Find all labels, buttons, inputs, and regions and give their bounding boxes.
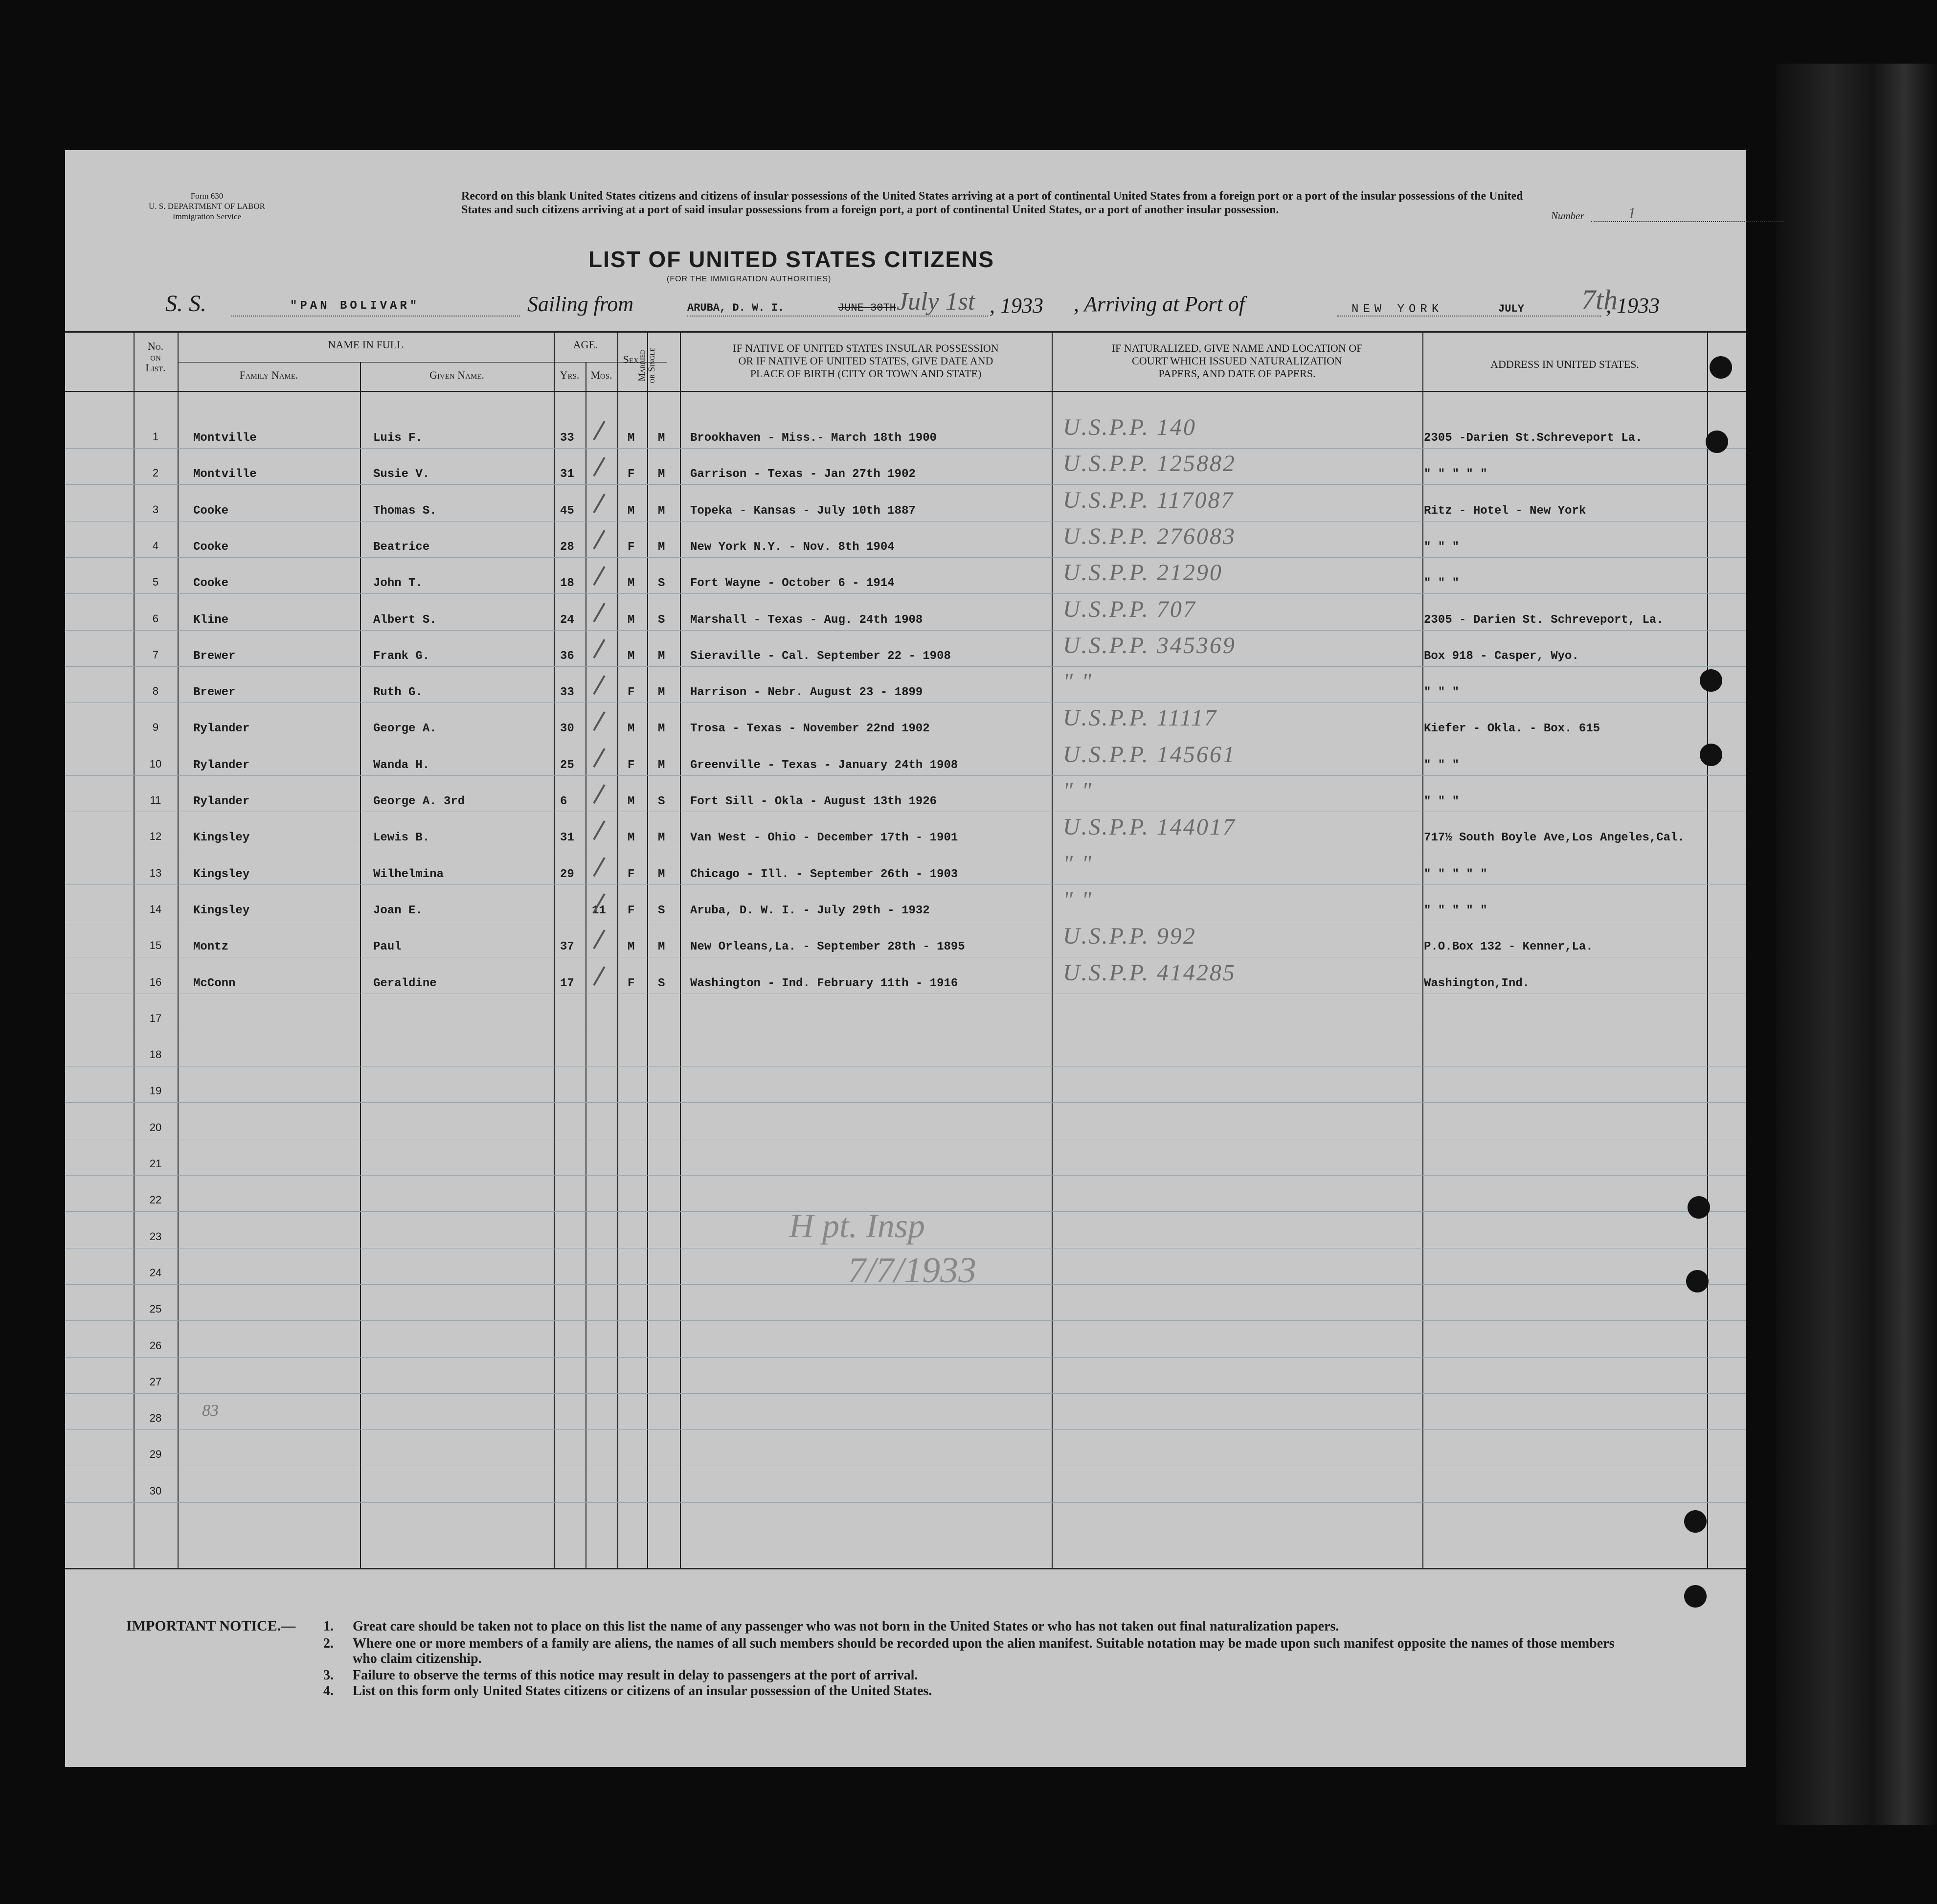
us-address: P.O.Box 132 - Kenner,La. bbox=[1424, 940, 1593, 954]
row-number: 29 bbox=[149, 1448, 162, 1461]
notice-number: 2. bbox=[323, 1636, 334, 1651]
passenger-rows bbox=[65, 150, 1746, 1767]
department-name: U. S. DEPARTMENT OF LABOR bbox=[149, 202, 265, 211]
family-name: Kline bbox=[193, 613, 229, 627]
header-name-in-full: NAME IN FULL bbox=[328, 339, 404, 351]
header-birth: IF NATIVE OF UNITED STATES INSULAR POSSESSION OR IF NATIVE OF UNITED STATES, GIVE DATE AND PLACE OF BIRTH (CITY OR TOWN AND STATE) bbox=[733, 342, 999, 380]
row-number: 4 bbox=[152, 539, 159, 552]
given-name: Wanda H. bbox=[373, 758, 430, 772]
age-years: 24 bbox=[560, 613, 574, 627]
marital-status: M bbox=[658, 722, 665, 736]
check-mark-icon bbox=[593, 711, 605, 731]
scan-dark-edge bbox=[1776, 64, 1937, 1825]
punch-hole bbox=[1688, 1196, 1710, 1219]
family-name: Montz bbox=[193, 940, 229, 954]
given-name: George A. bbox=[373, 722, 437, 736]
ship-name: "PAN BOLIVAR" bbox=[290, 299, 420, 313]
naturalization-papers: U.S.P.P. 117087 bbox=[1063, 487, 1235, 513]
family-name: Kingsley bbox=[193, 904, 250, 917]
sex: F bbox=[628, 904, 635, 917]
us-address: " " " bbox=[1424, 540, 1460, 554]
row-number: 9 bbox=[152, 721, 159, 734]
birth-place-date: Washington - Ind. February 11th - 1916 bbox=[690, 976, 958, 990]
page-subtitle: (FOR THE IMMIGRATION AUTHORITIES) bbox=[667, 275, 832, 283]
naturalization-papers: U.S.P.P. 345369 bbox=[1063, 632, 1236, 658]
given-name: Paul bbox=[373, 940, 402, 954]
sex: M bbox=[628, 831, 635, 845]
notice-number: 4. bbox=[323, 1683, 334, 1699]
row-number: 20 bbox=[149, 1121, 162, 1133]
naturalization-papers: U.S.P.P. 414285 bbox=[1063, 959, 1236, 986]
row-number: 16 bbox=[149, 975, 162, 988]
naturalization-papers: " " bbox=[1063, 850, 1093, 877]
us-address: " " " bbox=[1424, 758, 1460, 772]
given-name: Susie V. bbox=[373, 468, 430, 481]
sex: M bbox=[628, 613, 635, 627]
sex: F bbox=[628, 976, 635, 990]
check-mark-icon bbox=[593, 457, 605, 476]
sailing-port: ARUBA, D. W. I. bbox=[687, 302, 785, 314]
form-instructions: Record on this blank United States citizens and citizens of insular possessions of the United States arriving at a port of continental United States from a foreign port or a port of the insular possessions of the United States and such citizens arriving at a port of said insular possessions from a foreign port, a port of continental United States, or a port of another insular possession. bbox=[461, 190, 1523, 216]
sex: F bbox=[628, 867, 635, 881]
given-name: Ruth G. bbox=[373, 686, 423, 700]
family-name: Kingsley bbox=[193, 867, 250, 881]
given-name: George A. 3rd bbox=[373, 795, 465, 808]
punch-hole bbox=[1700, 669, 1722, 692]
age-years: 25 bbox=[560, 758, 574, 772]
given-name: Joan E. bbox=[373, 904, 423, 917]
given-name: Frank G. bbox=[373, 649, 430, 663]
inspector-signature: H pt. Insp bbox=[789, 1207, 925, 1245]
header-age: AGE. bbox=[573, 339, 598, 351]
check-mark-icon bbox=[593, 421, 605, 440]
handwritten-arrival-day: 7th bbox=[1581, 284, 1618, 316]
age-years: 33 bbox=[560, 686, 574, 700]
us-address: " " " " " bbox=[1424, 904, 1487, 917]
birth-place-date: Chicago - Ill. - September 26th - 1903 bbox=[690, 867, 958, 881]
row-number: 11 bbox=[150, 794, 161, 806]
us-address: Box 918 - Casper, Wyo. bbox=[1424, 649, 1579, 663]
sex: M bbox=[628, 940, 635, 954]
row-number: 24 bbox=[149, 1266, 162, 1279]
marital-status: S bbox=[658, 577, 665, 590]
marital-status: S bbox=[658, 795, 665, 808]
family-name: Brewer bbox=[193, 686, 236, 700]
family-name: Kingsley bbox=[193, 831, 250, 845]
us-address: " " " bbox=[1424, 577, 1460, 590]
row-number: 3 bbox=[152, 503, 159, 516]
marital-status: M bbox=[658, 649, 665, 663]
punch-hole bbox=[1700, 744, 1722, 766]
age-years: 17 bbox=[560, 976, 574, 990]
check-mark-icon bbox=[593, 820, 605, 840]
punch-hole bbox=[1710, 356, 1732, 379]
given-name: Geraldine bbox=[373, 976, 437, 990]
family-name: Montville bbox=[193, 468, 257, 481]
us-address: " " " bbox=[1424, 686, 1460, 700]
struck-date: JUNE 30TH bbox=[838, 302, 896, 314]
birth-place-date: Van West - Ohio - December 17th - 1901 bbox=[690, 831, 958, 845]
row-number: 28 bbox=[149, 1412, 162, 1425]
naturalization-papers: U.S.P.P. 144017 bbox=[1063, 814, 1236, 840]
number-label: Number bbox=[1551, 210, 1584, 222]
check-mark-icon bbox=[593, 966, 605, 985]
naturalization-papers: U.S.P.P. 11117 bbox=[1063, 705, 1218, 731]
birth-place-date: Topeka - Kansas - July 10th 1887 bbox=[690, 504, 916, 518]
family-name: Cooke bbox=[193, 504, 229, 518]
sex: M bbox=[628, 577, 635, 590]
naturalization-papers: U.S.P.P. 21290 bbox=[1063, 560, 1223, 586]
given-name: Luis F. bbox=[373, 431, 423, 445]
row-number: 2 bbox=[152, 467, 159, 479]
notice-text: Where one or more members of a family are aliens, the names of all such members should be recorded upon the alien manifest. Suitable notation may be made upon such manifest opposite the names of those members who claim citizenship. bbox=[353, 1636, 1615, 1666]
page-title: LIST OF UNITED STATES CITIZENS bbox=[588, 247, 995, 272]
arrival-port: NEW YORK bbox=[1351, 303, 1443, 316]
row-number: 27 bbox=[149, 1375, 162, 1388]
birth-place-date: Fort Wayne - October 6 - 1914 bbox=[690, 577, 895, 590]
check-mark-icon bbox=[593, 857, 605, 877]
check-mark-icon bbox=[593, 566, 605, 586]
age-years: 29 bbox=[560, 867, 574, 881]
row-number: 13 bbox=[149, 866, 162, 879]
age-years: 31 bbox=[560, 831, 574, 845]
birth-place-date: Fort Sill - Okla - August 13th 1926 bbox=[690, 795, 937, 808]
marital-status: S bbox=[658, 904, 665, 917]
notice-text: List on this form only United States citizens or citizens of an insular possession of the United States. bbox=[353, 1683, 932, 1699]
row-number: 19 bbox=[149, 1085, 162, 1097]
naturalization-papers: " " bbox=[1063, 886, 1093, 913]
ss-label: S. S. bbox=[165, 291, 206, 317]
sail-year: , 1933 bbox=[990, 294, 1043, 317]
row-number: 15 bbox=[149, 939, 162, 952]
birth-place-date: New Orleans,La. - September 28th - 1895 bbox=[690, 940, 965, 954]
header-sex: Sex. bbox=[623, 353, 642, 365]
row-number: 21 bbox=[149, 1157, 162, 1170]
notice-text: Failure to observe the terms of this notice may result in delay to passengers at the port of arrival. bbox=[353, 1668, 918, 1683]
row-number: 18 bbox=[149, 1048, 162, 1061]
birth-place-date: Garrison - Texas - Jan 27th 1902 bbox=[690, 468, 916, 481]
check-mark-icon bbox=[593, 602, 605, 622]
punch-hole bbox=[1684, 1585, 1707, 1608]
birth-place-date: Brookhaven - Miss.- March 18th 1900 bbox=[690, 431, 937, 445]
number-value: 1 bbox=[1628, 204, 1636, 222]
row-number: 6 bbox=[152, 612, 159, 625]
punch-hole bbox=[1706, 431, 1728, 453]
us-address: 2305 -Darien St.Schreveport La. bbox=[1424, 431, 1643, 445]
row-number: 23 bbox=[149, 1230, 162, 1243]
row-number: 1 bbox=[152, 431, 159, 443]
header-address: ADDRESS IN UNITED STATES. bbox=[1490, 358, 1639, 370]
marital-status: S bbox=[658, 613, 665, 627]
given-name: John T. bbox=[373, 577, 423, 590]
naturalization-papers: U.S.P.P. 125882 bbox=[1063, 451, 1236, 477]
arrival-month: JULY bbox=[1498, 303, 1524, 315]
naturalization-papers: U.S.P.P. 276083 bbox=[1063, 523, 1236, 549]
header-given-name: Given Name. bbox=[429, 369, 484, 381]
handwritten-sail-date: July 1st bbox=[897, 288, 975, 316]
marital-status: M bbox=[658, 758, 665, 772]
us-address: Washington,Ind. bbox=[1424, 976, 1530, 990]
naturalization-papers: " " bbox=[1063, 669, 1093, 695]
arriving-label: , Arriving at Port of bbox=[1074, 292, 1245, 316]
arrival-year: , 1933 bbox=[1606, 294, 1660, 317]
form-number: Form 630 bbox=[190, 191, 224, 201]
header-yrs: Yrs. bbox=[560, 369, 580, 381]
sex: M bbox=[628, 722, 635, 736]
margin-note: 83 bbox=[202, 1402, 219, 1420]
birth-place-date: Trosa - Texas - November 22nd 1902 bbox=[690, 722, 930, 736]
given-name: Lewis B. bbox=[373, 831, 430, 845]
naturalization-papers: U.S.P.P. 707 bbox=[1063, 596, 1196, 622]
age-years: 45 bbox=[560, 504, 574, 518]
service-name: Immigration Service bbox=[172, 212, 242, 221]
family-name: Brewer bbox=[193, 649, 236, 663]
row-number: 7 bbox=[152, 648, 159, 661]
punch-hole bbox=[1686, 1270, 1709, 1292]
punch-hole bbox=[1684, 1510, 1707, 1533]
age-months: 11 bbox=[592, 904, 606, 917]
age-years: 37 bbox=[560, 940, 574, 954]
naturalization-papers: U.S.P.P. 992 bbox=[1063, 923, 1196, 950]
us-address: 2305 - Darien St. Schreveport, La. bbox=[1424, 613, 1664, 627]
family-name: Montville bbox=[193, 431, 257, 445]
check-mark-icon bbox=[593, 494, 605, 513]
notice-title: IMPORTANT NOTICE.— bbox=[126, 1618, 296, 1634]
row-number: 25 bbox=[149, 1303, 162, 1315]
us-address: " " " bbox=[1424, 795, 1460, 808]
us-address: Kiefer - Okla. - Box. 615 bbox=[1424, 722, 1600, 736]
row-number: 5 bbox=[152, 576, 159, 589]
age-years: 28 bbox=[560, 540, 574, 554]
check-mark-icon bbox=[593, 748, 605, 768]
notice-number: 1. bbox=[323, 1619, 334, 1634]
inspection-date: 7/7/1933 bbox=[848, 1250, 977, 1291]
given-name: Wilhelmina bbox=[373, 867, 444, 881]
sailing-from-label: Sailing from bbox=[527, 292, 634, 316]
sex: F bbox=[628, 758, 635, 772]
sex: F bbox=[628, 540, 635, 554]
naturalization-papers: U.S.P.P. 140 bbox=[1063, 414, 1196, 440]
check-mark-icon bbox=[593, 784, 605, 804]
header-family-name: Family Name. bbox=[239, 369, 298, 381]
sex: M bbox=[628, 649, 635, 663]
row-number: 17 bbox=[149, 1012, 162, 1024]
family-name: Rylander bbox=[193, 758, 250, 772]
marital-status: M bbox=[658, 431, 665, 445]
family-name: Rylander bbox=[193, 722, 250, 736]
notice-number: 3. bbox=[323, 1668, 334, 1683]
family-name: McConn bbox=[193, 976, 236, 990]
notice-text: Great care should be taken not to place on this list the name of any passenger who was not born in the United States or who has not taken out final naturalization papers. bbox=[353, 1619, 1339, 1634]
marital-status: M bbox=[658, 940, 665, 954]
sex: M bbox=[628, 504, 635, 518]
birth-place-date: Marshall - Texas - Aug. 24th 1908 bbox=[690, 613, 923, 627]
age-years: 18 bbox=[560, 577, 574, 590]
birth-place-date: Harrison - Nebr. August 23 - 1899 bbox=[690, 686, 923, 700]
check-mark-icon bbox=[593, 639, 605, 658]
marital-status: M bbox=[658, 540, 665, 554]
sex: F bbox=[628, 468, 635, 481]
naturalization-papers: U.S.P.P. 145661 bbox=[1063, 741, 1236, 768]
row-number: 26 bbox=[149, 1339, 162, 1352]
row-number: 8 bbox=[152, 685, 159, 698]
row-number: 14 bbox=[149, 903, 162, 915]
given-name: Thomas S. bbox=[373, 504, 437, 518]
row-number: 12 bbox=[149, 830, 162, 843]
us-address: " " " " " bbox=[1424, 867, 1487, 881]
family-name: Rylander bbox=[193, 795, 250, 808]
age-years: 31 bbox=[560, 468, 574, 481]
marital-status: M bbox=[658, 468, 665, 481]
header-mos: Mos. bbox=[590, 369, 612, 381]
family-name: Cooke bbox=[193, 540, 229, 554]
sex: M bbox=[628, 431, 635, 445]
marital-status: M bbox=[658, 504, 665, 518]
sex: F bbox=[628, 686, 635, 700]
age-years: 36 bbox=[560, 649, 574, 663]
naturalization-papers: " " bbox=[1063, 778, 1093, 804]
birth-place-date: Greenville - Texas - January 24th 1908 bbox=[690, 758, 958, 772]
row-number: 22 bbox=[149, 1194, 162, 1206]
marital-status: M bbox=[658, 867, 665, 881]
age-years: 30 bbox=[560, 722, 574, 736]
us-address: " " " " " bbox=[1424, 468, 1487, 481]
header-naturalization: IF NATURALIZED, GIVE NAME AND LOCATION OF COURT WHICH ISSUED NATURALIZATION PAPERS, AND DATE OF PAPERS. bbox=[1111, 342, 1363, 380]
age-years: 33 bbox=[560, 431, 574, 445]
birth-place-date: Aruba, D. W. I. - July 29th - 1932 bbox=[690, 904, 930, 917]
age-years: 6 bbox=[560, 795, 567, 808]
family-name: Cooke bbox=[193, 577, 229, 590]
us-address: 717½ South Boyle Ave,Los Angeles,Cal. bbox=[1424, 831, 1685, 845]
marital-status: M bbox=[658, 686, 665, 700]
marital-status: M bbox=[658, 831, 665, 845]
given-name: Albert S. bbox=[373, 613, 437, 627]
row-number: 10 bbox=[149, 757, 162, 770]
check-mark-icon bbox=[593, 530, 605, 549]
header-no: No. on List. bbox=[145, 340, 166, 374]
manifest-sheet bbox=[65, 150, 1746, 1767]
marital-status: S bbox=[658, 976, 665, 990]
given-name: Beatrice bbox=[373, 540, 430, 554]
check-mark-icon bbox=[593, 929, 605, 949]
header-married-or-single: Married or Single bbox=[637, 347, 657, 384]
check-mark-icon bbox=[593, 675, 605, 695]
us-address: Ritz - Hotel - New York bbox=[1424, 504, 1586, 518]
row-number: 30 bbox=[149, 1484, 162, 1497]
sex: M bbox=[628, 795, 635, 808]
birth-place-date: Sieraville - Cal. September 22 - 1908 bbox=[690, 649, 951, 663]
birth-place-date: New York N.Y. - Nov. 8th 1904 bbox=[690, 540, 895, 554]
